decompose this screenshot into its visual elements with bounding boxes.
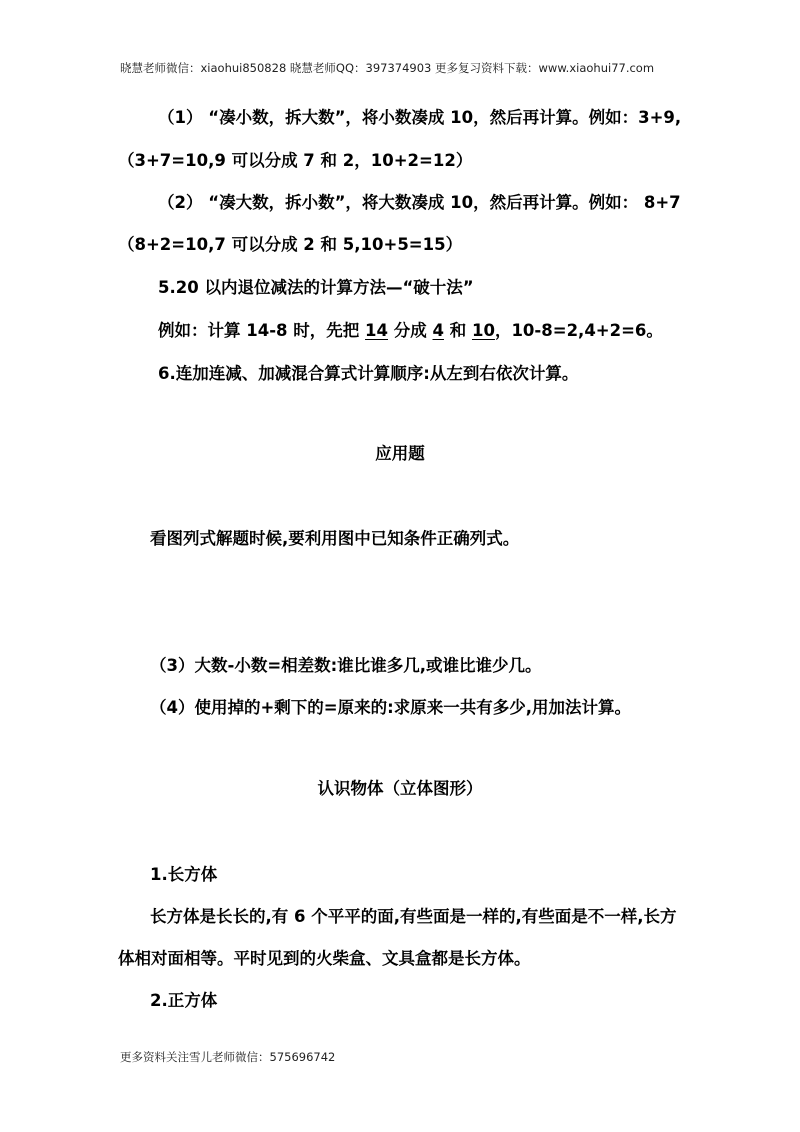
page-footer: 更多资料关注雪儿老师微信：575696742 <box>120 1050 336 1064</box>
paragraph-line-4: （8+2=10,7 可以分成 2 和 5,10+5=15） <box>118 235 463 254</box>
paragraph-line-12: 长方体是长长的,有 6 个平平的面,有些面是一样的,有些面是不一样,长方 <box>150 907 677 926</box>
paragraph-line-9: （3）大数-小数=相差数:谁比谁多几,或谁比谁少几。 <box>150 656 542 675</box>
paragraph-line-2: （3+7=10,9 可以分成 7 和 2，10+2=12） <box>118 151 473 170</box>
line-6-part-g: ，10-8=2,4+2=6。 <box>494 321 663 340</box>
line-6-underlined-4: 4 <box>432 321 444 340</box>
paragraph-line-13: 体相对面相等。平时见到的火柴盒、文具盒都是长方体。 <box>118 949 531 968</box>
paragraph-line-1: （1） “凑小数，拆大数”，将小数凑成 10，然后再计算。例如：3+9, <box>158 108 682 127</box>
paragraph-line-6 <box>158 320 663 342</box>
section-heading-solids: 认识物体（立体图形） <box>317 779 483 798</box>
line-6-underlined-10: 10 <box>471 321 495 340</box>
line-6-part-e: 和 <box>443 321 472 340</box>
paragraph-line-3: （2） “凑大数，拆小数”，将大数凑成 10，然后再计算。例如： 8+7 <box>158 193 681 212</box>
line-6-part-a: 例如：计算 14-8 时，先把 <box>158 321 366 340</box>
paragraph-line-7: 6.连加连减、加减混合算式计算顺序:从左到右依次计算。 <box>158 364 579 383</box>
paragraph-line-8: 看图列式解题时候,要利用图中已知条件正确列式。 <box>150 529 520 548</box>
section-heading-applications: 应用题 <box>375 444 425 463</box>
line-6-underlined-14: 14 <box>365 321 388 340</box>
paragraph-line-14: 2.正方体 <box>150 991 218 1010</box>
paragraph-line-10: （4）使用掉的+剩下的=原来的:求原来一共有多少,用加法计算。 <box>150 698 631 717</box>
paragraph-line-5: 5.20 以内退位减法的计算方法—“破十法” <box>158 278 474 297</box>
line-6-part-c: 分成 <box>388 321 433 340</box>
page-header: 晓慧老师微信：xiaohui850828 晓慧老师QQ：397374903 更多复习资料下载：www.xiaohui77.com <box>120 61 655 75</box>
paragraph-line-11: 1.长方体 <box>150 865 218 884</box>
